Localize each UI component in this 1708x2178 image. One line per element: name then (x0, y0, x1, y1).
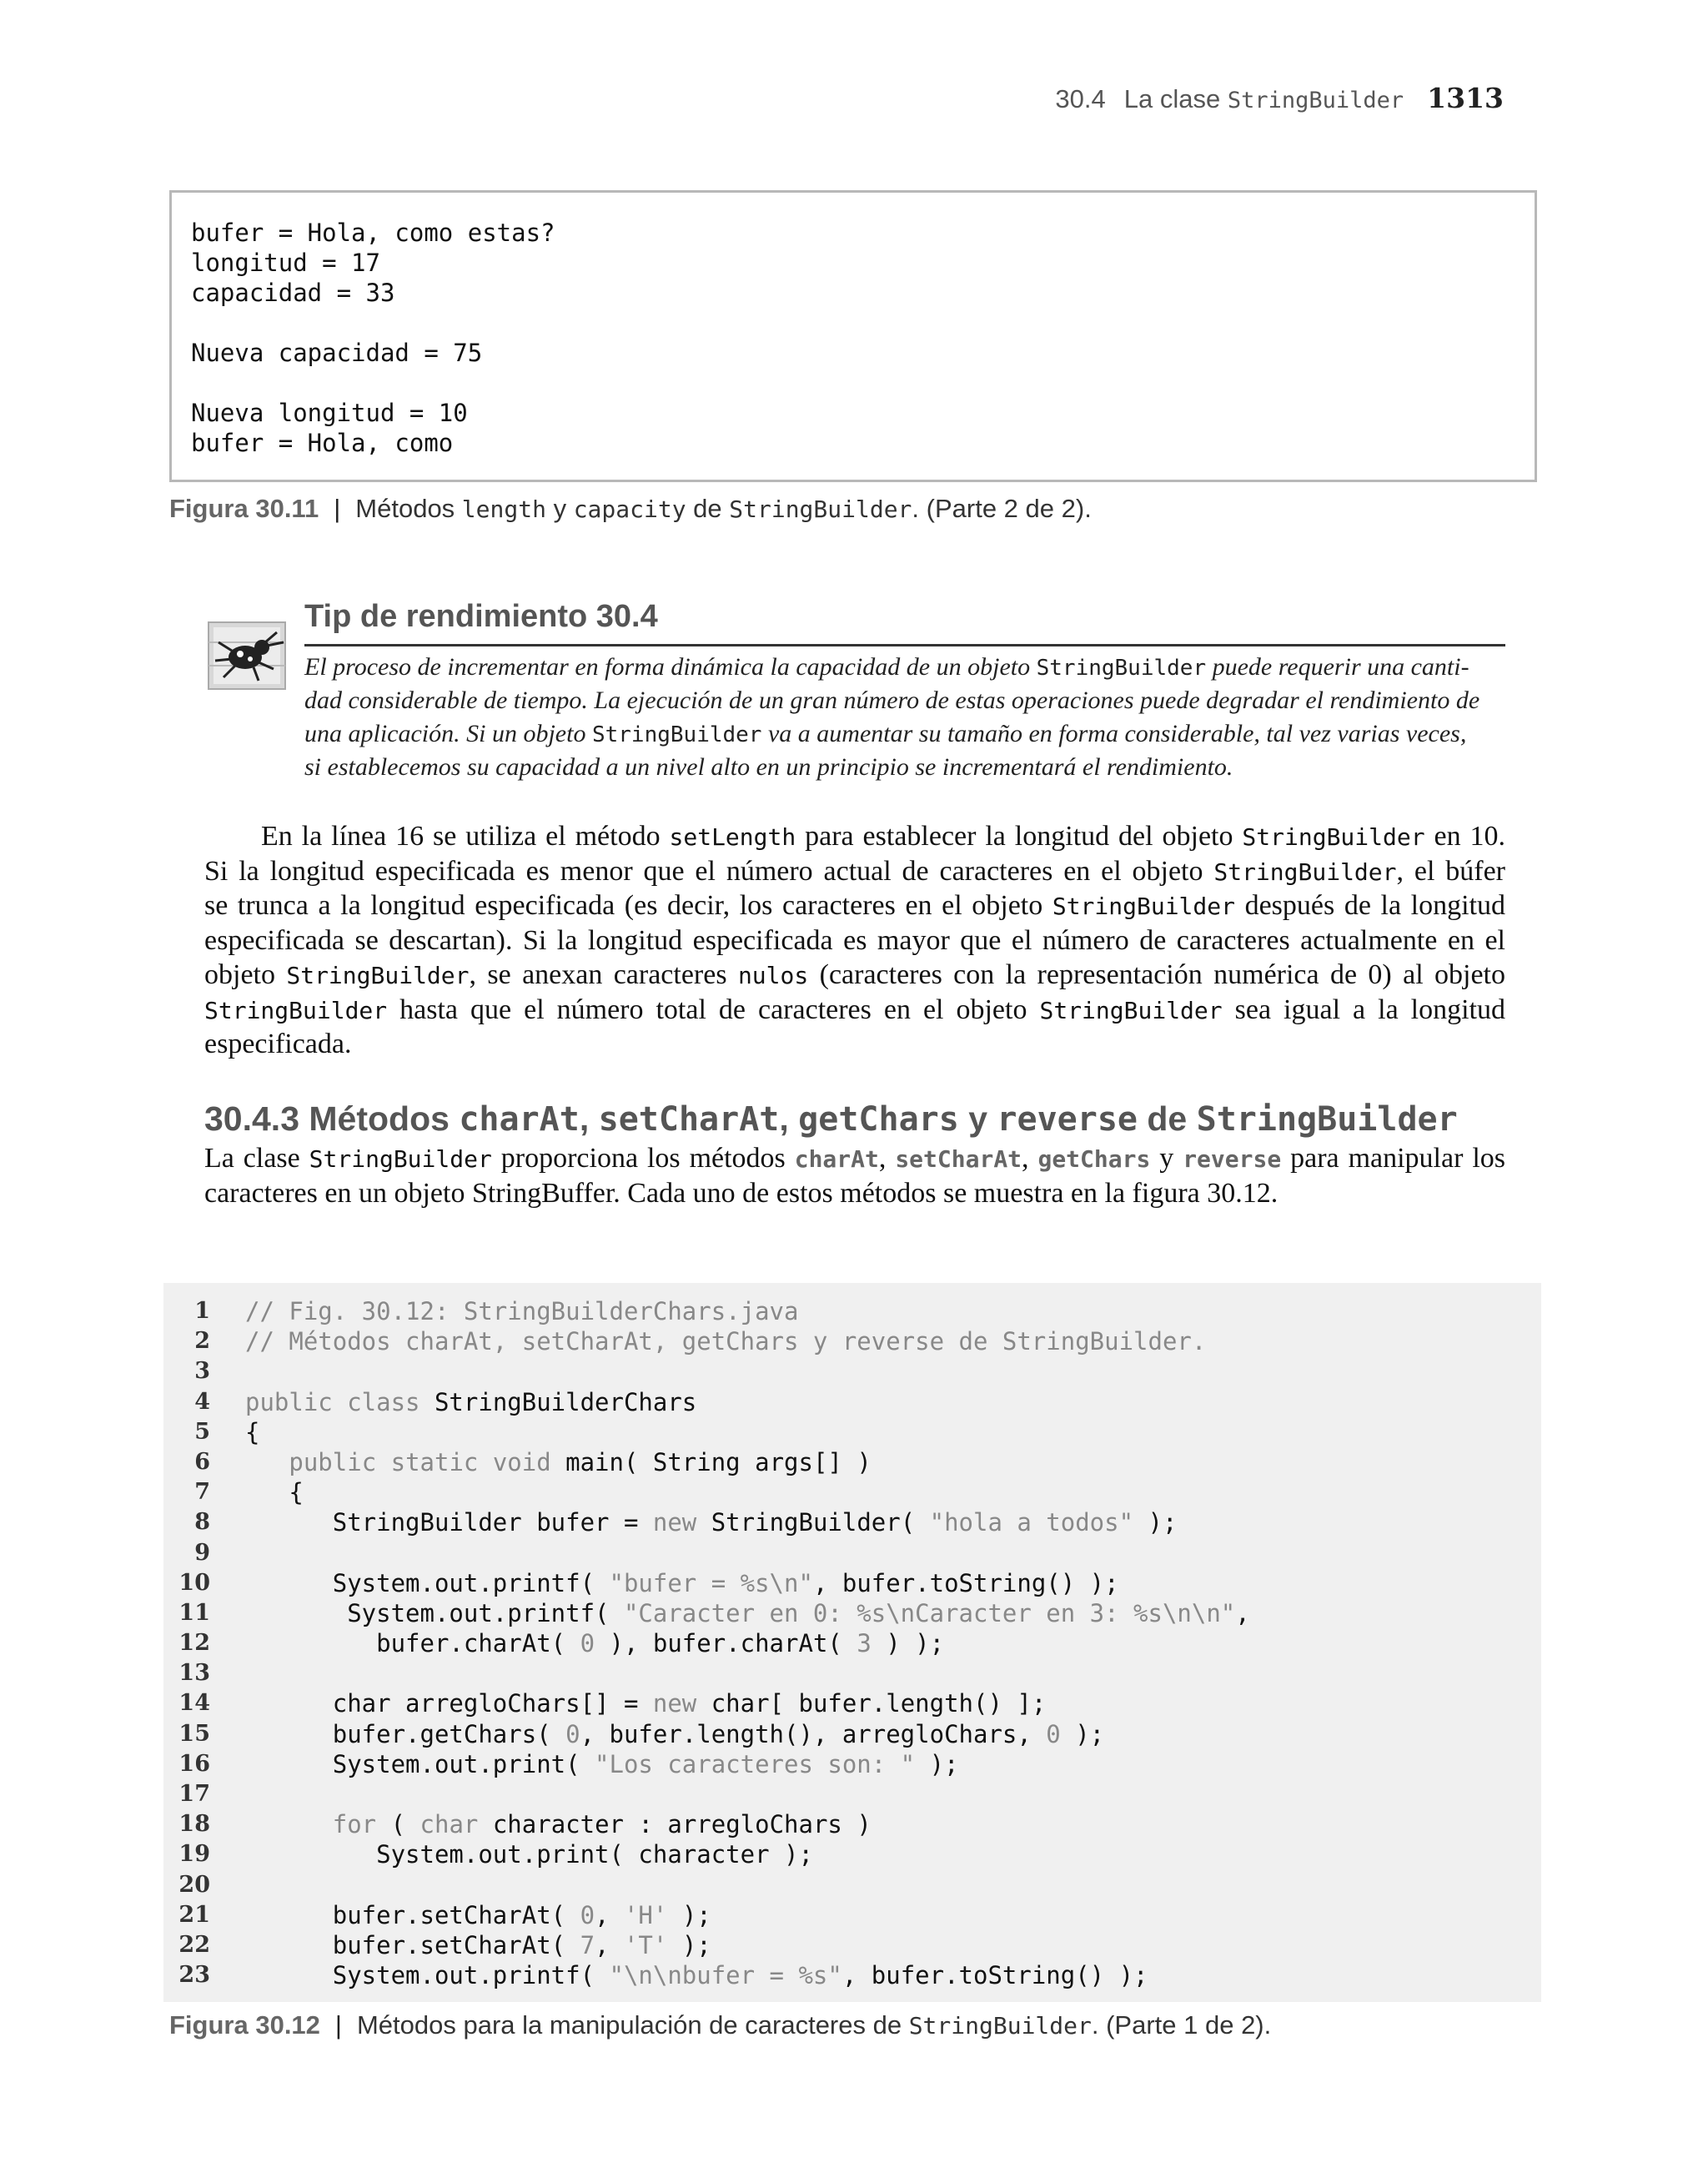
code-keyword: new (652, 1689, 697, 1718)
code-text: , (1235, 1598, 1250, 1627)
paragraph-line (204, 993, 1505, 1028)
code-text: , bufer.length(), arregloChars, (580, 1719, 1047, 1748)
tip-line (304, 651, 1505, 684)
caption-separator: | (334, 2010, 342, 2040)
line-number: 15 (178, 1720, 210, 1747)
tip-text: va a aumentar su tamaño en forma considerable, tal vez varias veces, (761, 720, 1467, 747)
para-text: , el búfer (1396, 855, 1505, 887)
heading-code: reverse (997, 1100, 1138, 1139)
code-number: 3 (857, 1629, 872, 1658)
header-section-title: La clase (1123, 84, 1221, 113)
output-line: longitud = 17 (191, 249, 380, 277)
code-line (163, 1507, 1541, 1537)
performance-bug-icon (207, 617, 290, 694)
paragraph-line (204, 888, 1505, 923)
code-text: bufer.getChars( (245, 1719, 566, 1748)
code-number: 0 (580, 1629, 595, 1658)
code-text: System.out.print( character ); (245, 1840, 813, 1869)
caption-text: de (686, 494, 730, 523)
caption-code: StringBuilder (729, 495, 912, 523)
code-line (163, 1628, 1541, 1658)
output-line: bufer = Hola, como (191, 429, 454, 457)
heading-code: getChars (798, 1100, 959, 1139)
caption-code: StringBuilder (908, 2012, 1092, 2040)
figure-label: Figura 30.12 (169, 2010, 320, 2040)
heading-code: charAt (459, 1100, 580, 1139)
code-text: StringBuilder( (696, 1508, 930, 1537)
code-text: StringBuilderChars (419, 1387, 697, 1416)
code-text: { (245, 1478, 304, 1507)
output-blank-line (191, 368, 555, 398)
line-number: 8 (194, 1509, 210, 1536)
line-number: 2 (194, 1328, 210, 1355)
heading-text: 30.4.3 Métodos (204, 1099, 460, 1138)
code-line (163, 1417, 1541, 1447)
tip-divider (304, 644, 1505, 646)
para-code: StringBuilder (286, 962, 470, 989)
figure-label: Figura 30.11 (169, 494, 319, 523)
code-text: char arregloChars[] = (245, 1689, 653, 1718)
code-line (163, 1326, 1541, 1356)
code-line (163, 1749, 1541, 1779)
line-number: 16 (178, 1750, 210, 1777)
line-number: 20 (178, 1871, 210, 1898)
code-line (163, 1839, 1541, 1869)
line-number: 9 (194, 1539, 210, 1566)
code-text: main( String args[] ) (550, 1447, 872, 1476)
para-code: setLength (669, 823, 796, 851)
code-comment: // Fig. 30.12: StringBuilderChars.java (245, 1297, 799, 1325)
code-text: char[ bufer.length() ]; (696, 1689, 1047, 1718)
output-line: capacidad = 33 (191, 279, 395, 307)
code-text: character : arregloChars ) (478, 1810, 872, 1839)
paragraph-line (204, 819, 1505, 854)
line-number: 12 (178, 1630, 210, 1657)
header-section-number: 30.4 (1055, 84, 1106, 113)
caption-text: . (Parte 1 de 2). (1091, 2010, 1272, 2040)
code-keyword: for (332, 1810, 377, 1839)
line-number: 13 (178, 1660, 210, 1687)
tip-code: StringBuilder (591, 722, 762, 747)
paragraph-line (204, 1141, 1505, 1176)
code-text: ); (915, 1749, 959, 1778)
code-text: bufer.setCharAt( (245, 1930, 580, 1959)
code-line (163, 1658, 1541, 1688)
code-line (163, 1809, 1541, 1839)
tip-line: dad considerable de tiempo. La ejecución de un gran número de estas operaciones puede degradar el rendimiento de (304, 687, 1480, 714)
para-text: para establecer la longitud del objeto (796, 821, 1243, 852)
code-line (163, 1688, 1541, 1718)
para-code: nulos (737, 962, 809, 989)
heading-text: y (958, 1099, 997, 1138)
code-number: 0 (1046, 1719, 1061, 1748)
heading-code: setCharAt (598, 1100, 780, 1139)
code-listing (163, 1283, 1541, 2002)
para-text: y (1150, 1143, 1183, 1174)
code-line (163, 1387, 1541, 1417)
code-text: ); (1060, 1719, 1105, 1748)
line-number: 4 (194, 1388, 210, 1415)
tip-text: El proceso de incrementar en forma dinámica la capacidad de un objeto (304, 653, 1037, 681)
code-text: System.out.printf( (245, 1568, 610, 1597)
header-section-code: StringBuilder (1227, 88, 1404, 113)
code-line (163, 1477, 1541, 1507)
code-line (163, 1900, 1541, 1930)
tip-line (304, 717, 1505, 751)
output-line: bufer = Hola, como estas? (191, 219, 555, 247)
tip-text: una aplicación. Si un objeto (304, 720, 592, 747)
code-text: bufer.setCharAt( (245, 1900, 580, 1929)
code-line (163, 1538, 1541, 1568)
para-text: La clase (204, 1143, 309, 1174)
code-text: { (245, 1417, 260, 1446)
caption-text: . (Parte 2 de 2). (912, 494, 1092, 523)
para-text: se trunca a la longitud especificada (es decir, los caracteres en el objeto (204, 890, 1052, 921)
para-text: (caracteres con la representación numérica de 0) al objeto (808, 959, 1506, 990)
line-number: 18 (178, 1811, 210, 1838)
para-text: después de la longitud (1235, 890, 1505, 921)
para-code: StringBuilder (1213, 858, 1397, 886)
line-number: 1 (194, 1298, 210, 1324)
code-keyword: public class (245, 1387, 420, 1416)
code-text: , bufer.toString() ); (812, 1568, 1119, 1597)
caption-text: Métodos para la manipulación de caracteres de (356, 2010, 909, 2040)
line-number: 19 (178, 1841, 210, 1868)
caption-text: y (545, 494, 574, 523)
code-line (163, 1568, 1541, 1598)
tip-line: si establecemos su capacidad a un nivel alto en un principio se incrementará el rendimiento. (304, 753, 1233, 781)
heading-code: StringBuilder (1196, 1100, 1458, 1139)
para-code: getChars (1037, 1145, 1151, 1173)
para-code: charAt (794, 1145, 879, 1173)
code-text: ); (667, 1900, 711, 1929)
line-number: 21 (178, 1901, 210, 1928)
heading-text: de (1138, 1099, 1197, 1138)
code-line (163, 1930, 1541, 1960)
code-string: "Los caracteres son: " (595, 1749, 916, 1778)
paragraph-line: caracteres en un objeto StringBuffer. Cada uno de estos métodos se muestra en la figura 30.12. (204, 1177, 1278, 1209)
para-text: sea igual a la longitud (1222, 993, 1505, 1025)
code-text: ) ); (871, 1629, 945, 1658)
code-text: StringBuilder bufer = (245, 1508, 653, 1537)
code-text: System.out.printf( (245, 1961, 610, 1990)
code-number: 7 (580, 1930, 595, 1959)
paragraph-line: especificada. (204, 1029, 352, 1059)
caption-code: capacity (573, 495, 686, 523)
code-line (163, 1447, 1541, 1477)
section-heading (204, 1099, 1458, 1139)
code-line (163, 1356, 1541, 1386)
code-text: , bufer.toString() ); (841, 1961, 1148, 1990)
code-text: System.out.printf( (245, 1598, 624, 1627)
code-text: ); (1133, 1508, 1178, 1537)
code-string: 'H' (623, 1900, 668, 1929)
para-code: StringBuilder (309, 1145, 492, 1173)
code-line (163, 1719, 1541, 1749)
code-comment: // Métodos charAt, setCharAt, getChars y reverse de StringBuilder. (245, 1327, 1207, 1356)
output-line: Nueva capacidad = 75 (191, 339, 483, 367)
line-number: 11 (178, 1599, 210, 1626)
para-text: , se anexan caracteres (469, 959, 738, 990)
paragraph-line: especificada se descartan). Si la longitud especificada es mayor que el número de caracteres actualmente en el (204, 924, 1505, 956)
code-line (163, 1779, 1541, 1809)
para-code: StringBuilder (1242, 823, 1425, 851)
paragraph-line (204, 854, 1505, 889)
code-indent (245, 1810, 333, 1838)
para-text: proporciona los métodos (491, 1143, 795, 1174)
para-code: setCharAt (895, 1145, 1022, 1173)
line-number: 6 (194, 1448, 210, 1475)
code-string: "bufer = %s\n" (609, 1568, 813, 1597)
page-number: 1313 (1427, 82, 1504, 114)
output-blank-line (191, 308, 555, 338)
code-text: ( (376, 1810, 420, 1839)
code-number: 0 (580, 1900, 595, 1929)
para-text: objeto (204, 959, 287, 990)
code-text: System.out.print( (245, 1749, 595, 1778)
line-number: 10 (178, 1569, 210, 1596)
code-string: "Caracter en 0: %s\nCaracter en 3: %s\n\n" (623, 1598, 1236, 1627)
para-code: reverse (1183, 1145, 1282, 1173)
code-text: , (595, 1900, 624, 1929)
para-code: StringBuilder (1039, 996, 1223, 1024)
caption-code: length (461, 495, 546, 523)
body-paragraph (204, 819, 1505, 1062)
caption-separator: | (334, 494, 341, 523)
heading-text: , (579, 1099, 599, 1138)
code-string: 'T' (623, 1930, 668, 1959)
code-text: bufer.charAt( (245, 1629, 580, 1658)
figure-caption (169, 494, 1092, 524)
line-number: 7 (194, 1479, 210, 1506)
tip-text: puede requerir una canti- (1206, 653, 1469, 681)
tip-code: StringBuilder (1036, 656, 1207, 681)
code-keyword: new (652, 1508, 697, 1537)
figure-caption (169, 2010, 1271, 2040)
section-paragraph (204, 1141, 1505, 1210)
para-text: , (1022, 1143, 1038, 1174)
code-string: "\n\nbufer = %s" (609, 1961, 842, 1990)
heading-text: , (779, 1099, 799, 1138)
para-text: para manipular los (1281, 1143, 1506, 1174)
paragraph-line (204, 958, 1505, 993)
para-text: en 10. (1424, 821, 1505, 852)
line-number: 23 (178, 1962, 210, 1989)
code-text: , (595, 1930, 624, 1959)
para-text: , (878, 1143, 896, 1174)
code-indent (245, 1448, 289, 1476)
para-text: Si la longitud especificada es menor que el número actual de caracteres en el objeto (204, 855, 1214, 887)
line-number: 17 (178, 1781, 210, 1807)
para-text: hasta que el número total de caracteres en el objeto (387, 993, 1040, 1025)
code-line (163, 1870, 1541, 1900)
para-code: StringBuilder (204, 996, 388, 1024)
tip-body (304, 651, 1505, 784)
running-header (917, 82, 1504, 123)
output-line: Nueva longitud = 10 (191, 399, 468, 427)
line-number: 14 (178, 1690, 210, 1717)
code-string: "hola a todos" (929, 1508, 1134, 1537)
code-line (163, 1960, 1541, 1990)
program-output-box (169, 190, 1537, 482)
para-text: En la línea 16 se utiliza el método (261, 821, 670, 852)
line-number: 5 (194, 1418, 210, 1445)
code-line (163, 1598, 1541, 1628)
code-keyword: public static void (289, 1447, 551, 1476)
code-text: ); (667, 1930, 711, 1959)
caption-text: Métodos (355, 494, 462, 523)
code-text: ), bufer.charAt( (595, 1629, 857, 1658)
para-code: StringBuilder (1052, 893, 1235, 920)
code-number: 0 (565, 1719, 580, 1748)
line-number: 22 (178, 1931, 210, 1958)
line-number: 3 (194, 1358, 210, 1385)
tip-title: Tip de rendimiento 30.4 (304, 599, 658, 634)
code-keyword: char (419, 1810, 479, 1839)
code-line (163, 1296, 1541, 1326)
